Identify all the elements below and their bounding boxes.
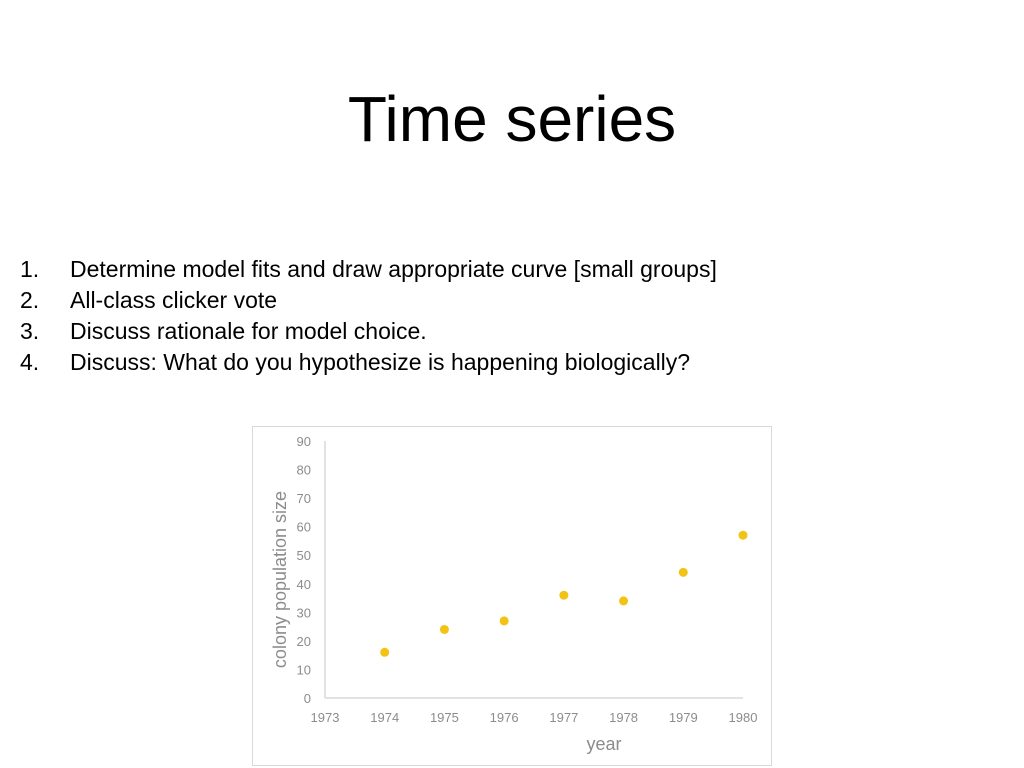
x-tick-label: 1974 (370, 710, 400, 725)
data-point (619, 596, 628, 605)
list-item (20, 347, 717, 378)
x-axis-label: year (586, 734, 622, 754)
step-text: Discuss rationale for model choice. (70, 318, 427, 344)
y-tick-label: 60 (296, 519, 311, 535)
step-text: Determine model fits and draw appropriate curve [small groups] (70, 256, 717, 282)
step-number: 3. (20, 318, 40, 344)
x-tick-label: 1978 (609, 710, 639, 725)
y-tick-label: 10 (296, 662, 311, 678)
data-point (500, 616, 509, 625)
y-tick-label: 40 (296, 576, 311, 592)
x-tick-label: 1973 (310, 710, 340, 725)
y-tick-label: 80 (296, 462, 311, 478)
y-tick-label: 30 (296, 605, 311, 621)
data-point (559, 591, 568, 600)
step-text: All-class clicker vote (70, 287, 278, 313)
scatter-chart (253, 427, 773, 767)
y-tick-label: 20 (296, 633, 311, 649)
y-tick-label: 0 (303, 691, 311, 706)
steps-list (20, 254, 717, 378)
data-point (739, 531, 748, 540)
step-number: 4. (20, 349, 40, 375)
list-item (20, 285, 717, 316)
step-number: 1. (20, 256, 40, 282)
step-text: Discuss: What do you hypothesize is happening biologically? (70, 349, 691, 375)
list-item (20, 254, 717, 285)
y-axis-label: colony population size (270, 490, 290, 669)
x-tick-label: 1975 (429, 710, 459, 725)
x-tick-label: 1976 (489, 710, 519, 725)
step-number: 2. (20, 287, 40, 313)
list-item (20, 316, 717, 347)
data-point (440, 625, 449, 634)
slide-title: Time series (347, 83, 677, 155)
x-tick-label: 1979 (668, 710, 698, 725)
data-point (380, 648, 389, 657)
y-tick-label: 50 (296, 548, 311, 564)
x-tick-label: 1980 (728, 710, 758, 725)
y-tick-label: 70 (296, 491, 311, 507)
x-tick-label: 1977 (549, 710, 579, 725)
data-point (679, 568, 688, 577)
chart-frame (252, 426, 772, 766)
y-tick-label: 90 (296, 434, 311, 449)
